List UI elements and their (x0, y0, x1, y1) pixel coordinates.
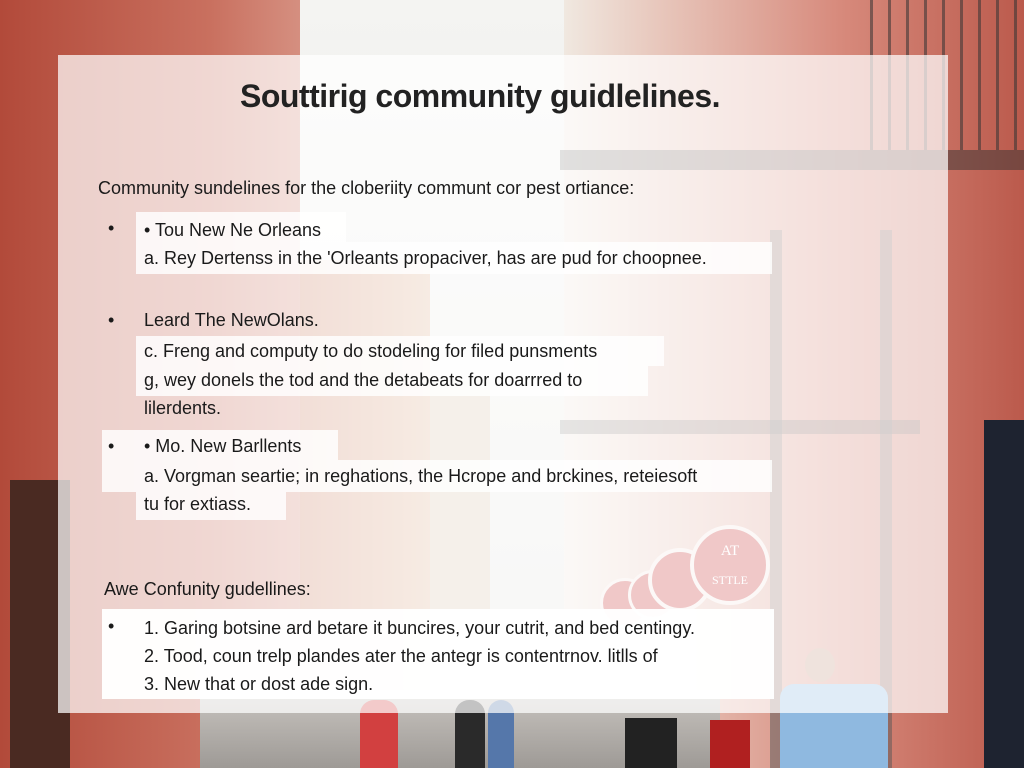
bullet-icon: • (108, 436, 115, 456)
guidelines-heading: Awe Confunity gudellines: (104, 579, 311, 599)
guideline-item: 3. New that or dost ade sign. (144, 674, 374, 694)
intro-text: Community sundelines for the cloberiity communt cor pest ortiance: (98, 178, 635, 198)
section-line: a. Vorgman seartie; in reghations, the Hcrope and brckines, reteiesoft (144, 466, 698, 486)
page-title: Souttirig community guidlelines. (239, 78, 721, 114)
planter (710, 720, 750, 768)
bullet-icon: • (108, 616, 115, 636)
section-line: tu for extiass. (144, 494, 252, 514)
guideline-item: 1. Garing botsine ard betare it buncires, your cutrit, and bed centingy. (144, 618, 695, 638)
bullet-icon: • (108, 310, 115, 330)
right-door (984, 420, 1024, 768)
section-heading: • Mo. New Barllents (144, 436, 302, 456)
section-line: c. Freng and computy to do stodeling for filed punsments (144, 341, 598, 361)
bullet-icon: • (108, 218, 115, 238)
section-line: lilerdents. (144, 398, 222, 418)
guideline-item: 2. Tood, coun trelp plandes ater the antegr is contentrnov. litlls of (144, 646, 658, 666)
section-heading: • Tou New Ne Orleans (144, 220, 322, 240)
chalkboard-sign (625, 718, 677, 768)
section-line: a. Rey Dertenss in the 'Orleants propaciver, has are pud for choopnee. (144, 248, 707, 268)
section-line: g, wey donels the tod and the detabeats for doarrred to (144, 370, 583, 390)
section-heading: Leard The NewOlans. (144, 310, 319, 330)
